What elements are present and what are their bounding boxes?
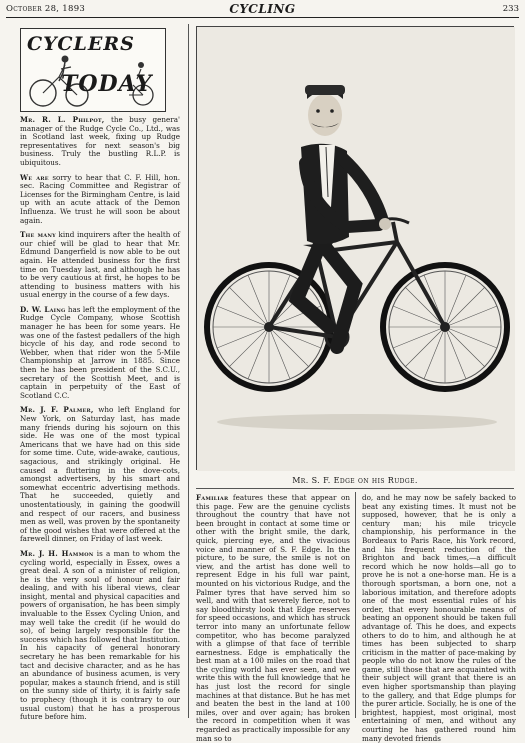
paragraph-lead: Mr. J. H. Hammon xyxy=(20,548,94,558)
left-column xyxy=(20,115,181,722)
article-column-1 xyxy=(196,493,350,743)
article-paragraph xyxy=(196,494,350,743)
photo-caption: Mr. S. F. Edge on his Rudge. xyxy=(292,476,418,485)
paragraph-body: the busy genera' manager of the Rudge Cycle Co., Ltd., was in Scotland last week, fixing up Rudge representatives for next season's big business. Truly the bustling R.L.P. is ubiquitous. xyxy=(20,115,180,167)
paragraph-palmer xyxy=(20,406,180,544)
paragraph-lead: Mr. R. L. Philpot, xyxy=(20,115,105,124)
paragraph-lead: The many xyxy=(20,230,56,240)
header-title: CYCLING xyxy=(229,2,296,16)
column-rule-left xyxy=(188,24,189,718)
paragraph-body: who left England for New York, on Saturday last, has made many friends during his sojourn on this side. He was one of the most typical Americans that we have had on this side for some time. Cute, wide-awake, cautious, sagacious, and strikingly original. He caused a fluttering in the dove-cots, amongst advertisers, by his smart and somewhat eccentric advertising methods. That he succeeded, quietly and unostentatiously, in gaining the goodwill and respect of our racers, and business men as well, was proven by the spontaneity of the good wishes that were offered at the farewell dinner, on Friday of last week. xyxy=(20,405,180,544)
paragraph-hill xyxy=(20,174,180,226)
paragraph-body: kind inquirers after the health of our chief will be glad to hear that Mr. Edmund Dangerfield is now able to be out again. He attended business for the first time on Tuesday last, and although he has to be very cautious at first, he hopes to be attending to business matters with his usual energy in the course of a few days. xyxy=(20,230,180,300)
masthead-word-today: TODAY xyxy=(61,71,153,97)
bicycle-rider-illustration xyxy=(197,27,515,471)
paragraph-body: has left the employment of the Rudge Cycle Company, whose Scottish manager he has been for some years. He was one of the fastest pedallers of the high bicycle of his day, and rode second to Webber, when that rider won the 5-Mile Championship at Jarrow in 1885. Since then he has been president of the S.C.U., secretary of the Scottish Meet, and is captain in perpetuity of the East of Scotland C.C. xyxy=(20,304,180,400)
paragraph-lead: Mr. J. F. Palmer, xyxy=(20,405,94,415)
masthead xyxy=(20,28,166,112)
article-body: features these that appear on this page. Few are the genuine cyclists throughout the country that have not been brought in contact at some time or other with the bright smile, the dark, quick, piercing eye, and the vivacious voice and manner of S. F. Edge. In the picture, to be sure, the smile is not on view, and the artist has done well to represent Edge in his full war paint, mounted on his victorious Rudge, and the Palmer tyres that have served him so well, and with that severely fierce, not to say bloodthirsty look that Edge reserves for speed occasions, and which has struck terror into many an unfortunate fellow competitor, who has become paralyzed with a glimpse of that face of terrible earnestness. Edge is emphatically the best man at a 100 miles on the road that the cycling world has ever seen, and we write this with the full knowledge that he has just lost the record for single machines at that distance. But he has met and beaten the best in the land at 100 miles, over and over again; has broken the record in competition when it was regarded as practically impossible for any man so to xyxy=(196,493,350,743)
page-header xyxy=(6,2,519,18)
article-lead: Familiar xyxy=(196,493,229,502)
masthead-word-cyclers: CYCLERS xyxy=(27,33,135,55)
header-page-number: 233 xyxy=(502,4,519,14)
paragraph-philpot xyxy=(20,116,180,168)
paragraph-lead: We are xyxy=(20,172,49,182)
paragraph-body: sorry to hear that C. F. Hill, hon. sec. Racing Committee and Registrar of Licenses for the Birmingham Centre, is laid up with an acute attack of the Demon Influenza. We trust he will soon be about again. xyxy=(20,172,180,225)
photo-edge-on-rudge xyxy=(196,26,514,470)
column-rule-bottom-middle xyxy=(355,492,356,718)
article-column-2 xyxy=(362,493,516,743)
paragraph-body: is a man to whom the cycling world, especially in Essex, owes a great deal. A son of a minister of religion, he is the very soul of honour and fair dealing, and with his liberal views, clear insight, mental and physical capacities and powers of organisation, he has been simply invaluable to the Essex Cycling Union, and may well take the credit (if he would do so), of being largely responsible for the success which has followed that Institution. In his capacity of general honorary secretary he has been remarkable for his tact and decisive character, and as he has an abundance of business acumen, is very popular, makes a staunch friend, and is still on the sunny side of thirty, it is fairly safe to prophecy (though it is contrary to our usual custom) that he has a prosperous future before him. xyxy=(20,548,181,722)
paragraph-dangerfield xyxy=(20,231,180,300)
caption-rule xyxy=(196,488,514,489)
paragraph-lead: D. W. Laing xyxy=(20,304,66,314)
paragraph-laing xyxy=(20,306,180,401)
article-paragraph: do, and he may now be safely backed to beat any existing times. It must not be supposed, however, that he is only a century man; his mile tricycle championship, his performance in the Bordeaux to Paris Race, his York record, and his frequent reduction of the Brighton and back times,—a difficult record which he now holds—all go to prove he is not a one-horse man. He is a thorough sportsman, a born one, not a laborious imitation, and therefore adopts one of the most essential rules of his order, that every honourable means of beating an opponent should be taken full advantage of. This he does, and expects others to do to him, and although he at times has been subjected to sharp criticism in the matter of pace-making by people who do not know the rules of the game, still those that are acquainted with their subject will grant that there is an even higher sportsmanship than playing to the gallery, and that Edge plumps for the purer article. Socially, he is one of the brightest, happiest, most original, most entertaining of men, and without any courting he has gathered round him many devoted friends xyxy=(362,493,516,743)
header-date: October 28, 1893 xyxy=(6,4,86,14)
paragraph-hammon xyxy=(20,550,180,722)
